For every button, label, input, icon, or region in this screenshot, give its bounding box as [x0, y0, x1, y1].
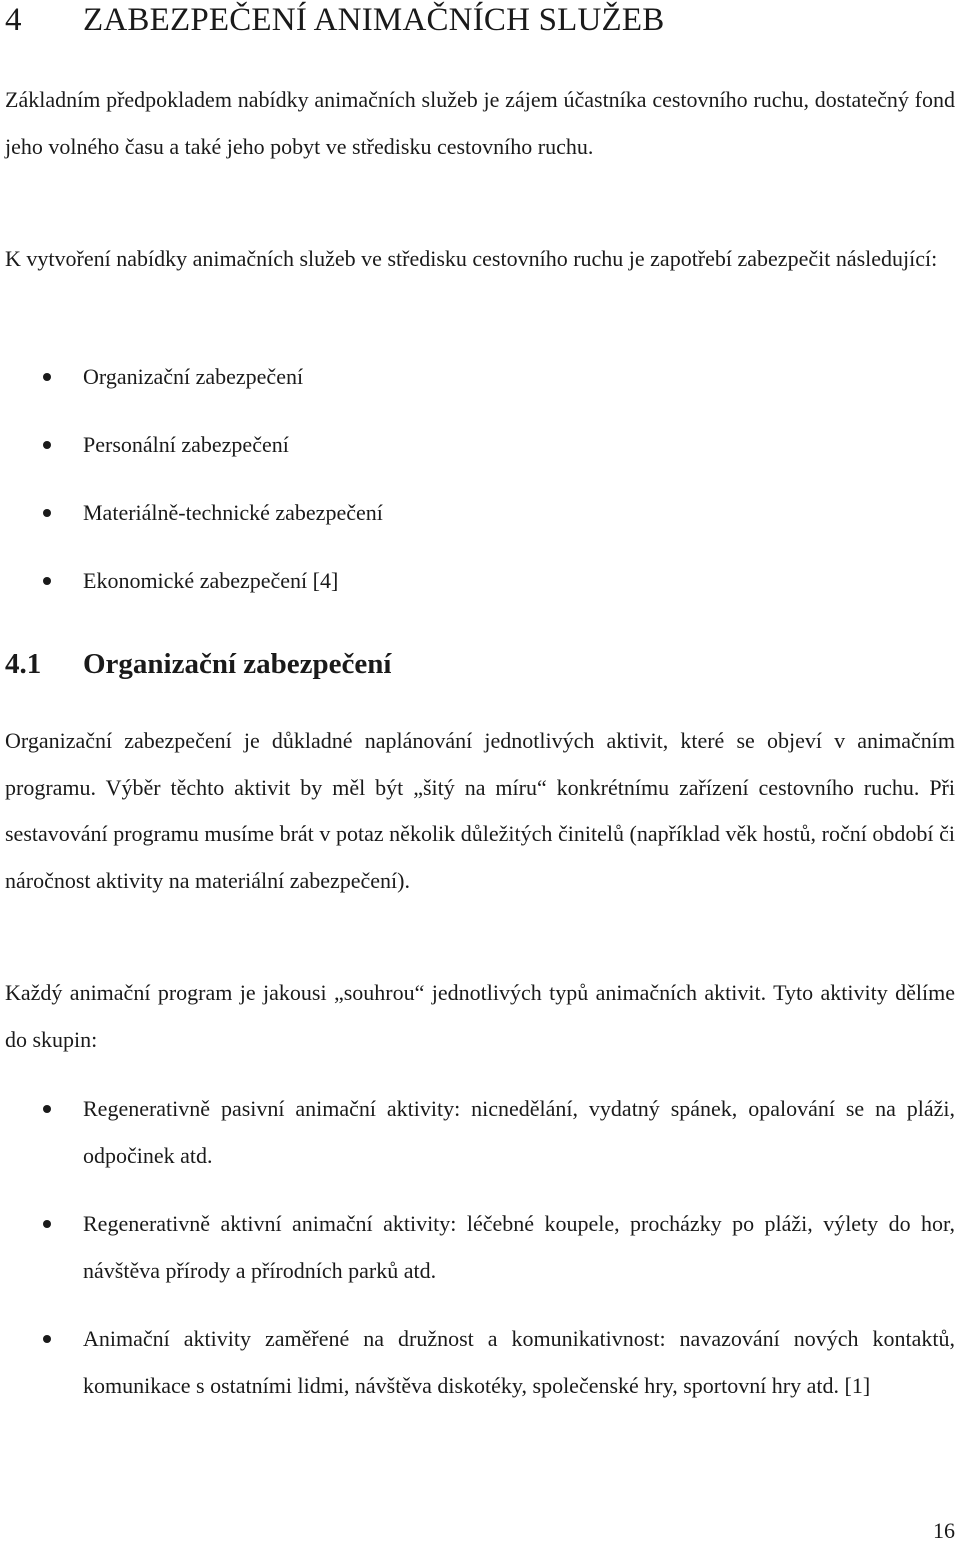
- list-item: [0, 1201, 955, 1294]
- intro-paragraph-1: Základním předpokladem nabídky animačních služeb je zájem účastníka cestovního ruchu, dostatečný fond jeho volného času a také jeho pobyt ve středisku cestovního ruchu.: [5, 87, 955, 159]
- section-heading: [5, 648, 391, 681]
- intro-paragraph-2: K vytvoření nabídky animačních služeb ve středisku cestovního ruchu je zapotřebí zabezpečit následující:: [5, 246, 938, 271]
- list-item: [0, 362, 955, 430]
- list-item: [0, 430, 955, 498]
- chapter-title: ZABEZPEČENÍ ANIMAČNÍCH SLUŽEB: [83, 2, 665, 38]
- chapter-heading: [5, 2, 664, 39]
- bullet-icon: [43, 1220, 51, 1228]
- bullet-icon: [43, 373, 51, 381]
- list-item: [0, 1086, 955, 1179]
- bullet-icon: [43, 1335, 51, 1343]
- list-item-text: Regenerativně aktivní animační aktivity: léčebné koupele, procházky po pláži, výlety do hor, návštěva přírody a přírodních parků atd.: [83, 1211, 955, 1283]
- list-item: [0, 498, 955, 566]
- list-item-text: Organizační zabezpečení: [83, 364, 304, 389]
- section-paragraph-2: Každý animační program je jakousi „souhrou“ jednotlivých typů animačních aktivit. Tyto aktivity dělíme do skupin:: [5, 980, 955, 1052]
- page-number: 16: [933, 1518, 955, 1543]
- bullet-icon: [43, 577, 51, 585]
- list-item-text: Regenerativně pasivní animační aktivity: nicnedělání, vydatný spánek, opalování se na pláži, odpočinek atd.: [83, 1096, 955, 1168]
- list-item-text: Personální zabezpečení: [83, 432, 289, 457]
- list-item-text: Animační aktivity zaměřené na družnost a komunikativnost: navazování nových kontaktů, komunikace s ostatními lidmi, návštěva diskotéky, společenské hry, sportovní hry atd. [1]: [83, 1326, 955, 1398]
- section-title: Organizační zabezpečení: [83, 648, 392, 680]
- list-item-text: Materiálně-technické zabezpečení: [83, 500, 383, 525]
- list-item: [0, 566, 955, 634]
- chapter-number: 4: [5, 2, 22, 38]
- security-types-list: [0, 362, 955, 634]
- section-number: 4.1: [5, 648, 42, 680]
- activity-groups-list: [0, 1086, 955, 1431]
- bullet-icon: [43, 1105, 51, 1113]
- list-item: [0, 1316, 955, 1409]
- list-item-text: Ekonomické zabezpečení [4]: [83, 568, 339, 593]
- bullet-icon: [43, 441, 51, 449]
- section-paragraph-1: Organizační zabezpečení je důkladné naplánování jednotlivých aktivit, které se objeví v animačním programu. Výběr těchto aktivit by měl být „šitý na míru“ konkrétnímu zařízení cestovního ruchu. Při sestavování programu musíme brát v potaz několik důležitých činitelů (například věk hostů, roční období či náročnost aktivity na materiální zabezpečení).: [5, 728, 955, 893]
- bullet-icon: [43, 509, 51, 517]
